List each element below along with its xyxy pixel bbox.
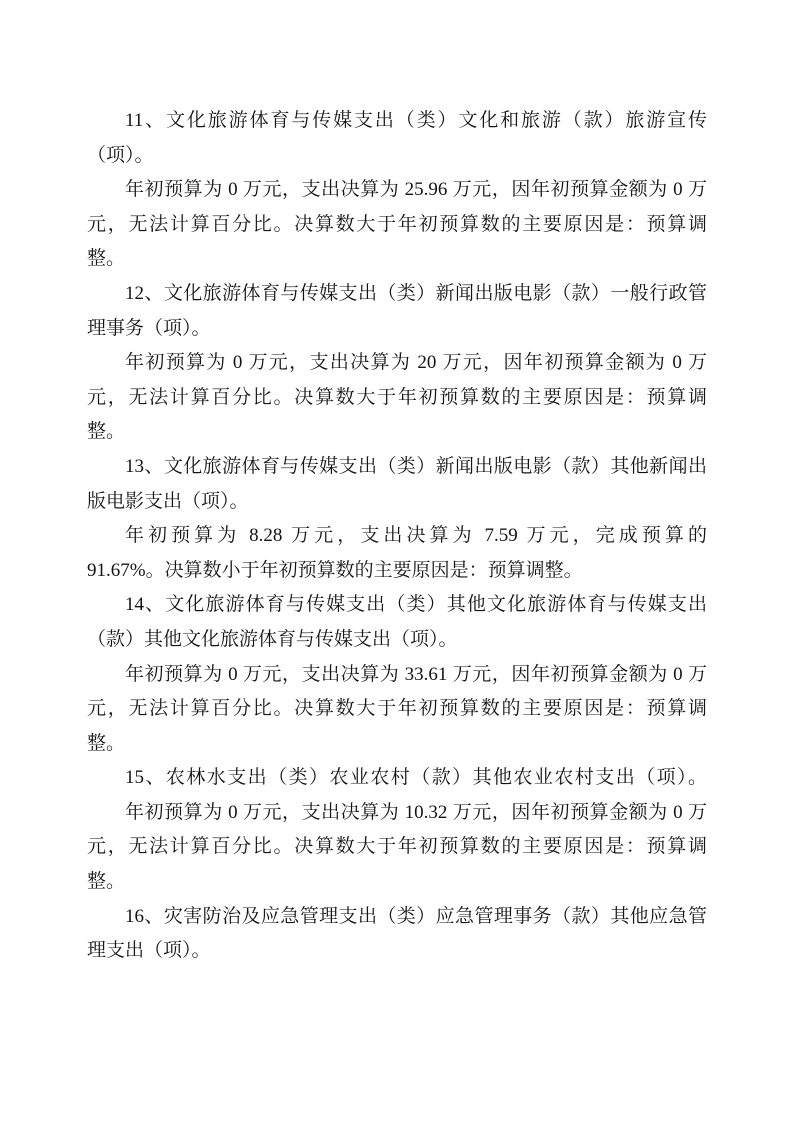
paragraph-body [87,796,707,900]
text-line: 整。 [87,248,126,270]
text-line: 年初预算为 8.28 万元，支出决算为 7.59 万元，完成预算的 [125,525,707,547]
text-line: 整。 [87,871,126,893]
text-line: 理支出（项）。 [87,940,211,962]
text-line: 13、文化旅游体育与传媒支出（类）新闻出版电影（款）其他新闻出 [125,455,707,477]
text-line: 16、灾害防治及应急管理支出（类）应急管理事务（款）其他应急管 [125,905,707,927]
paragraph-body [87,658,707,762]
text-line: 元，无法计算百分比。决算数大于年初预算数的主要原因是：预算调 [87,386,707,408]
text-line: 理事务（项）。 [87,317,211,339]
text-line: 整。 [87,421,126,443]
text-line: 年初预算为 0 万元，支出决算为 10.32 万元，因年初预算金额为 0 万 [125,801,707,823]
text-line: 12、文化旅游体育与传媒支出（类）新闻出版电影（款）一般行政管 [125,282,707,304]
paragraph-body [87,346,707,450]
document-content [87,104,707,969]
paragraph-body [87,173,707,277]
text-line: 元，无法计算百分比。决算数大于年初预算数的主要原因是：预算调 [87,213,707,235]
text-line: （款）其他文化旅游体育与传媒支出（项）。 [87,628,458,650]
paragraph-section-heading [87,277,707,346]
paragraph-body [87,519,707,588]
text-line: 年初预算为 0 万元，支出决算为 33.61 万元，因年初预算金额为 0 万 [125,663,707,685]
text-line: 版电影支出（项）。 [87,490,249,512]
text-line: 14、文化旅游体育与传媒支出（类）其他文化旅游体育与传媒支出 [125,594,707,616]
paragraph-section-heading [87,588,707,657]
paragraph-section-heading [87,450,707,519]
paragraph-section-heading [87,104,707,173]
text-line: （项）。 [87,144,154,166]
text-line: 元，无法计算百分比。决算数大于年初预算数的主要原因是：预算调 [87,698,707,720]
text-line: 15、农林水支出（类）农业农村（款）其他农业农村支出（项）。 [125,767,707,789]
text-line: 整。 [87,732,126,754]
text-line: 11、文化旅游体育与传媒支出（类）文化和旅游（款）旅游宣传 [125,110,707,131]
text-line: 91.67%。决算数小于年初预算数的主要原因是：预算调整。 [87,559,583,581]
paragraph-section-heading [87,761,707,796]
text-line: 年初预算为 0 万元，支出决算为 25.96 万元，因年初预算金额为 0 万 [125,179,707,201]
text-line: 年初预算为 0 万元，支出决算为 20 万元，因年初预算金额为 0 万 [125,352,707,374]
text-line: 元，无法计算百分比。决算数大于年初预算数的主要原因是：预算调 [87,836,707,858]
paragraph-section-heading [87,900,707,969]
